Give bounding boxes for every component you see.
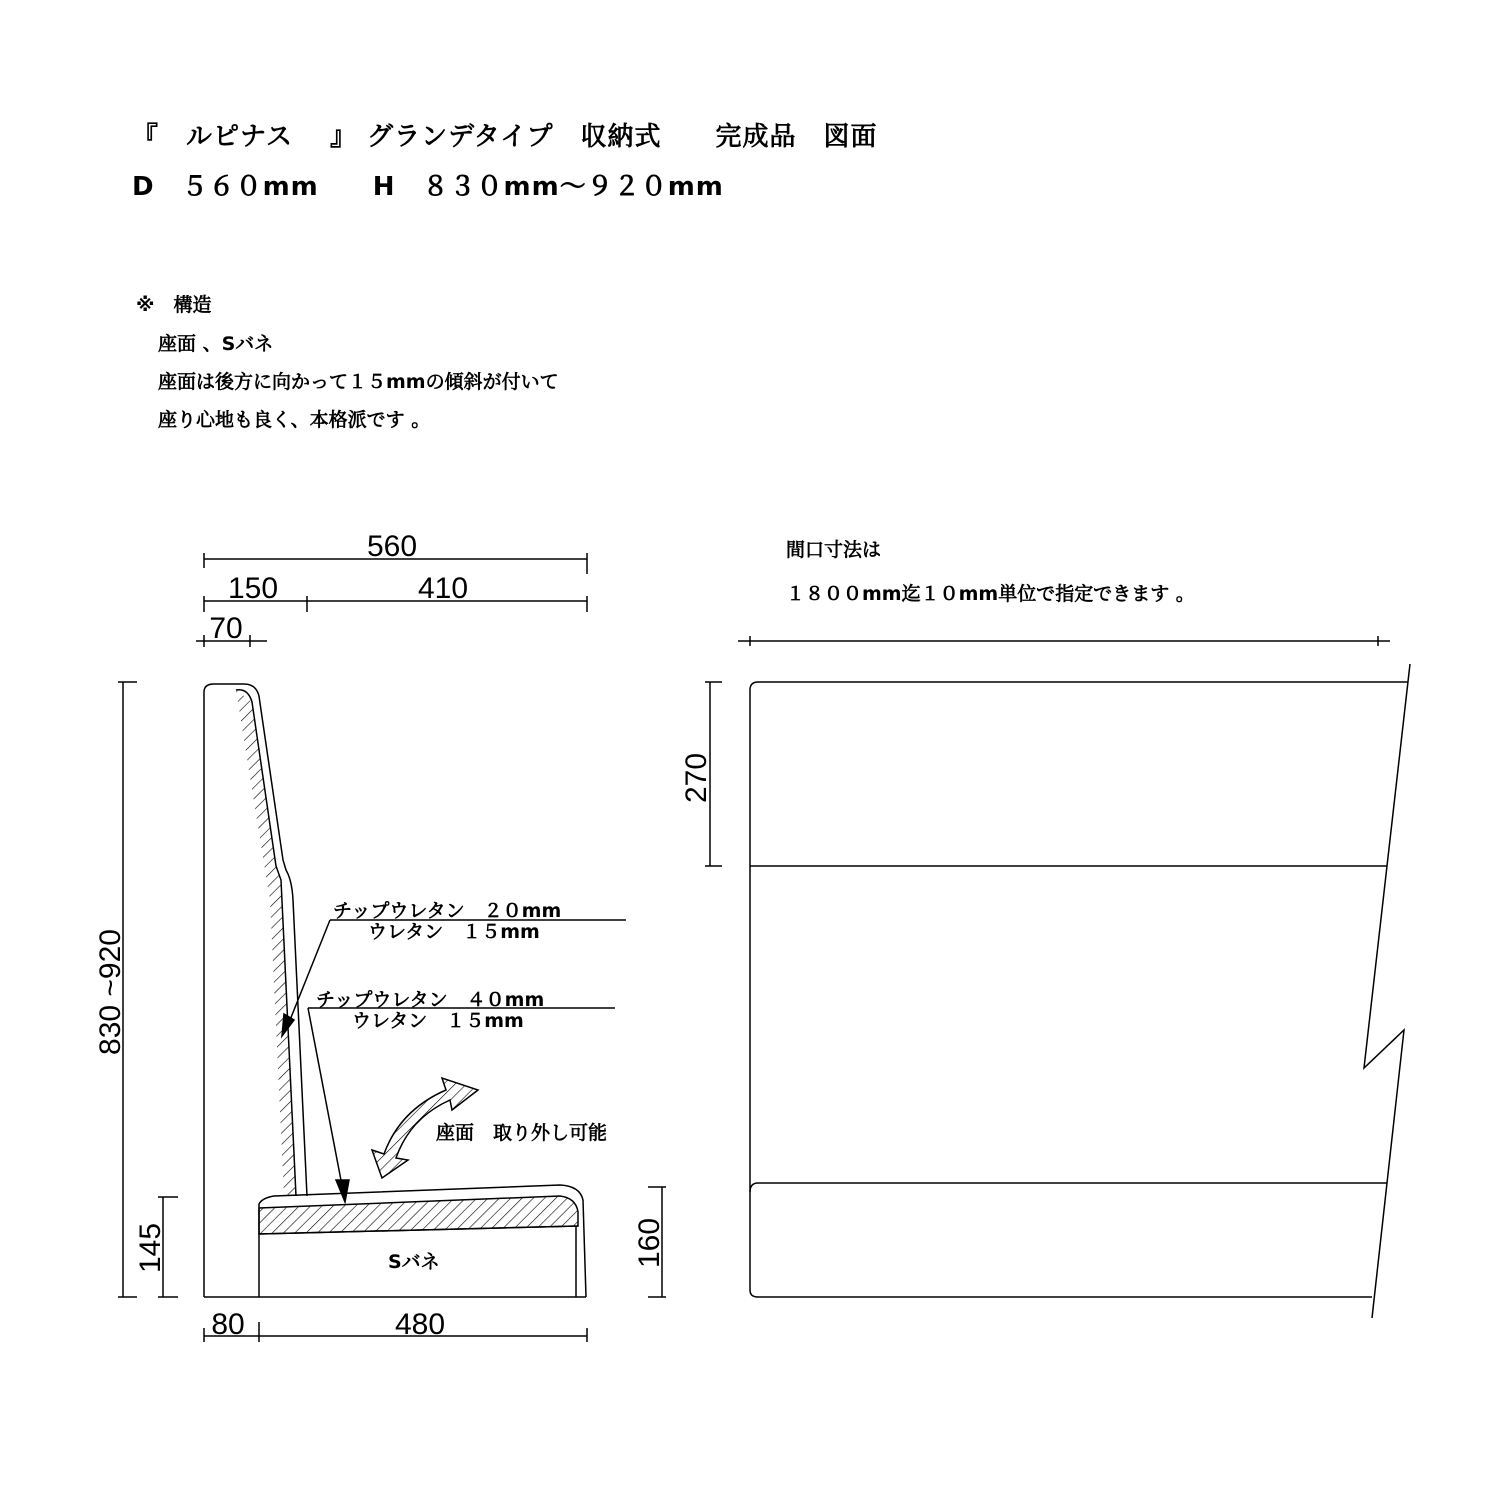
dim-410: 410 xyxy=(417,572,469,605)
seat-label-chip-urethane: チップウレタン ４０mm xyxy=(316,989,545,1011)
size-spec: D ５６０mm H ８３０mm～９２０mm xyxy=(132,172,724,202)
dim-830-920: 830 ~920 xyxy=(94,929,127,1055)
notes-line-3: 座り心地も良く、本格派です 。 xyxy=(158,409,431,431)
dim-270: 270 xyxy=(680,752,713,804)
dim-480: 480 xyxy=(394,1308,446,1341)
back-label-chip-urethane: チップウレタン ２０mm xyxy=(333,900,562,922)
seat-padding-hatch xyxy=(259,1196,578,1234)
notes-line-1: 座面 、Sバネ xyxy=(158,333,274,355)
seat-label-urethane: ウレタン １５mm xyxy=(352,1010,524,1032)
notes-line-2: 座面は後方に向かって１５mmの傾斜が付いて xyxy=(158,371,559,393)
page-title: 『 ルピナス 』 グランデタイプ 収納式 完成品 図面 xyxy=(132,122,878,152)
back-padding-hatch xyxy=(236,690,296,1196)
leader-seat-arrow xyxy=(336,1180,349,1202)
notes-heading: ※ 構造 xyxy=(136,294,212,316)
dim-560: 560 xyxy=(366,530,418,563)
front-view xyxy=(750,664,1410,1318)
dim-150: 150 xyxy=(227,572,279,605)
s-spring-label: Sバネ xyxy=(388,1251,440,1273)
width-note-1: 間口寸法は xyxy=(786,539,882,561)
width-note-2: １８００mm迄１０mm単位で指定できます 。 xyxy=(786,583,1195,605)
dim-80: 80 xyxy=(211,1308,245,1341)
dim-145: 145 xyxy=(134,1222,167,1274)
back-label-urethane: ウレタン １５mm xyxy=(368,921,540,943)
removable-seat-label: 座面 取り外し可能 xyxy=(436,1122,608,1144)
front-width-dim xyxy=(738,636,1390,646)
dim-160: 160 xyxy=(633,1217,666,1269)
dim-70: 70 xyxy=(209,612,243,645)
